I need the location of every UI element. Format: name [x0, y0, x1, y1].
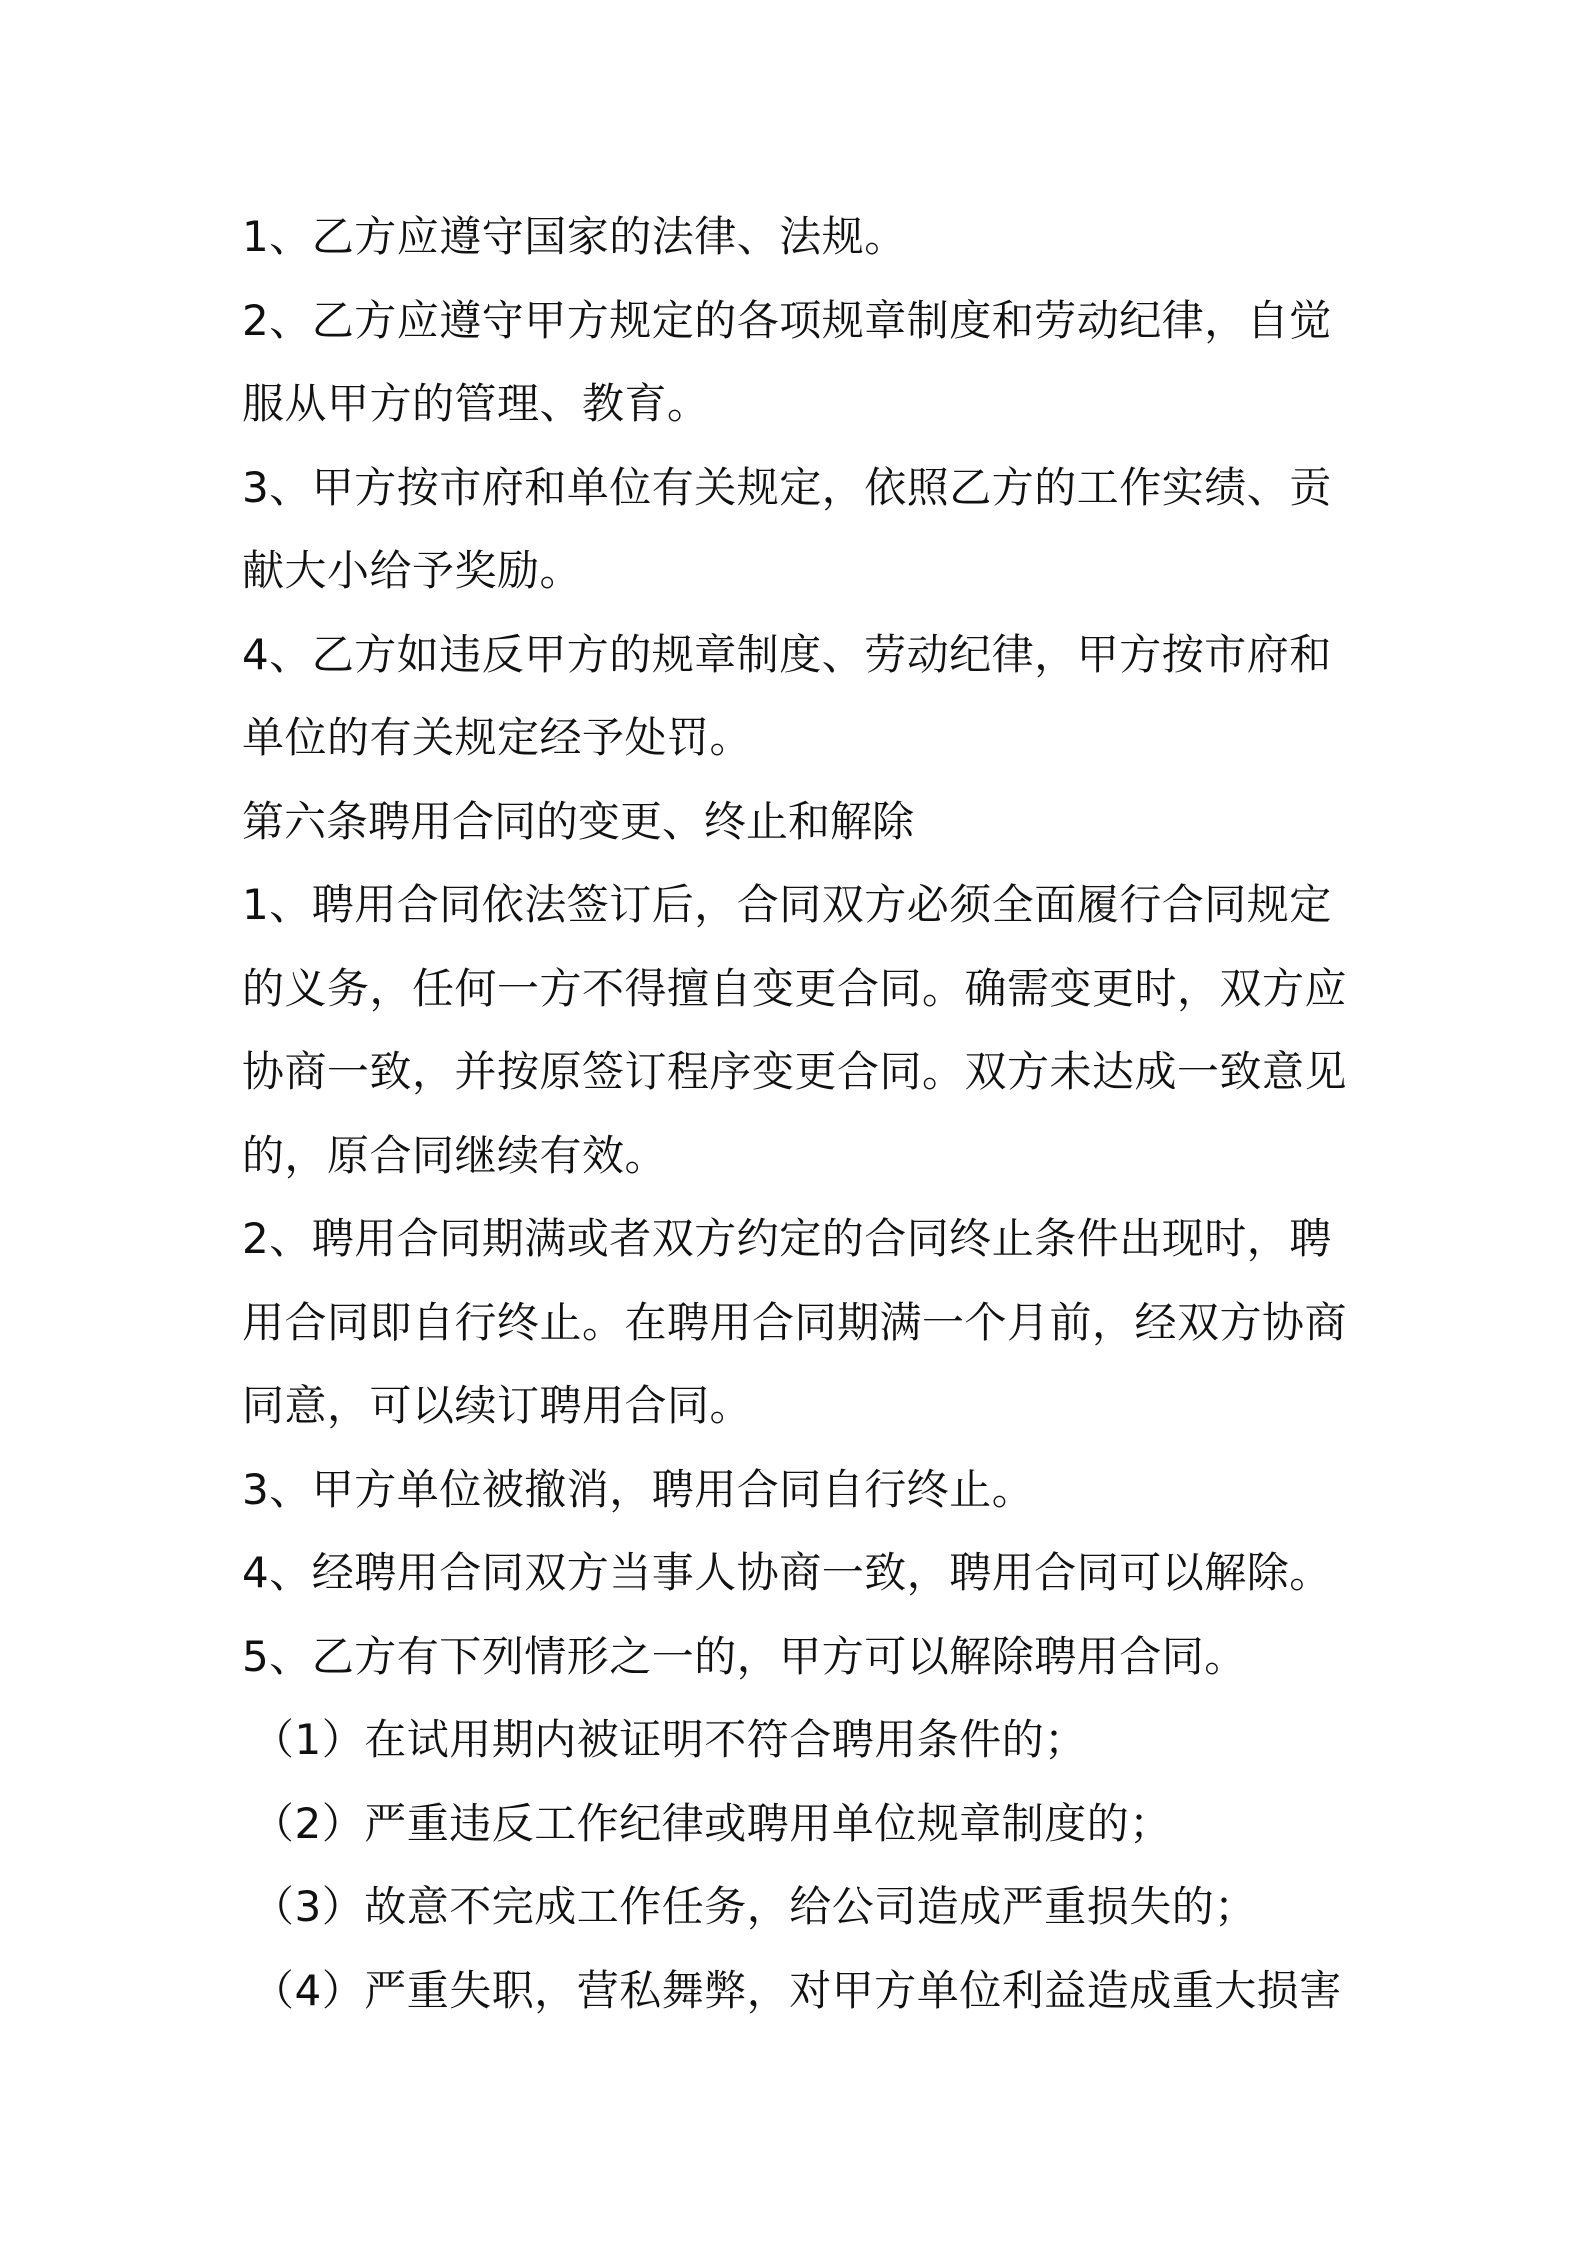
section-heading: 第六条聘用合同的变更、终止和解除 — [242, 796, 915, 846]
text-line-5: 献大小给予奖励。 — [242, 546, 583, 595]
text-line-18: 5、乙方有下列情形之一的，甲方可以解除聘用合同。 — [242, 1631, 1247, 1681]
text-line-3: 服从甲方的管理、教育。 — [242, 379, 710, 428]
text-line-1: 1、乙方应遵守国家的法律、法规。 — [242, 212, 907, 261]
text-line-14: 用合同即自行终止。在聘用合同期满一个月前，经双方协商 — [242, 1297, 1348, 1347]
text-line-7: 单位的有关规定经予处罚。 — [242, 713, 753, 762]
text-line-10: 的义务，任何一方不得擅自变更合同。确需变更时，双方应 — [242, 963, 1348, 1013]
text-line-15: 同意，可以续订聘用合同。 — [242, 1381, 753, 1430]
sub-item-2: （2）严重违反工作纪律或聘用单位规章制度的； — [252, 1798, 1172, 1848]
text-line-2: 2、乙方应遵守甲方规定的各项规章制度和劳动纪律，自觉 — [242, 295, 1332, 345]
text-line-16: 3、甲方单位被撤消，聘用合同自行终止。 — [242, 1464, 1035, 1514]
sub-item-3: （3）故意不完成工作任务，给公司造成严重损失的； — [252, 1882, 1257, 1931]
text-line-12: 的，原合同继续有效。 — [242, 1130, 668, 1180]
document-body — [242, 195, 1362, 2032]
sub-item-4: （4）严重失职，营私舞弊，对甲方单位利益造成重大损害 — [252, 1965, 1342, 2015]
text-line-4: 3、甲方按市府和单位有关规定，依照乙方的工作实绩、贡 — [242, 462, 1332, 512]
text-line-13: 2、聘用合同期满或者双方约定的合同终止条件出现时，聘 — [242, 1214, 1332, 1263]
text-line-9: 1、聘用合同依法签订后，合同双方必须全面履行合同规定 — [242, 880, 1332, 929]
text-line-6: 4、乙方如违反甲方的规章制度、劳动纪律，甲方按市府和 — [242, 629, 1332, 679]
text-line-11: 协商一致，并按原签订程序变更合同。双方未达成一致意见 — [242, 1047, 1348, 1096]
text-line-17: 4、经聘用合同双方当事人协商一致，聘用合同可以解除。 — [242, 1548, 1332, 1597]
sub-item-1: （1）在试用期内被证明不符合聘用条件的； — [252, 1715, 1087, 1764]
